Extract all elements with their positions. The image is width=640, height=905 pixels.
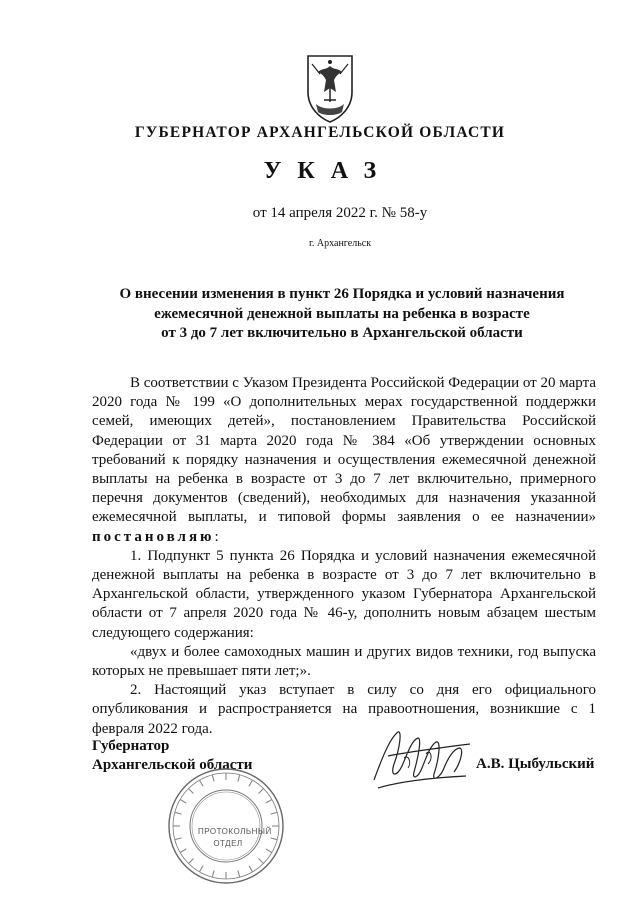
signatory-name: А.В. Цыбульский [476,756,595,772]
position-line-2: Архангельской области [92,757,253,773]
stamp-center-text [198,826,272,850]
quoted-amendment: «двух и более самоходных машин и других видов техники, год выпуска которых не превышает пяти лет;». [92,643,596,680]
subject-line-2: ежемесячной денежной выплаты на ребенка в возрасте [154,305,530,322]
preamble-paragraph [92,374,596,547]
decree-subject [92,285,592,344]
decree-heading: УКАЗ [263,158,393,184]
decree-verb: постановляю [92,528,215,545]
point-2-paragraph: 2. Настоящий указ вступает в силу со дня его официального опубликования и распространяется на правоотношения, возникшие с 1 февраля 2022 года. [92,682,596,737]
subject-line-3: от 3 до 7 лет включительно в Архангельской области [161,325,523,341]
governor-title: ГУБЕРНАТОР АРХАНГЕЛЬСКОЙ ОБЛАСТИ [134,124,506,141]
point-1-paragraph: 1. Подпункт 5 пункта 26 Порядка и условий назначения ежемесячной денежной выплаты на ребенка в возрасте от 3 до 7 лет включительно в Архангельской области, утвержденного указом Губернатора Архангельской области от 7 апреля 2020 года № 46-у, дополнить новым абзацем шестым следующего содержания: [92,547,596,641]
position-line-1: Губернатор [92,738,170,754]
stamp-line-1: ПРОТОКОЛЬНЫЙ [198,827,272,836]
decree-city: г. Архангельск [308,238,372,249]
subject-line-1: О внесении изменения в пункт 26 Порядка и условий назначения [119,286,565,302]
decree-body [92,374,596,739]
stamp-line-2: ОТДЕЛ [213,839,243,848]
decree-date-number: от 14 апреля 2022 г. № 58-у [252,205,428,221]
preamble-text: В соответствии с Указом Президента Российской Федерации от 20 марта 2020 года № 199 «О дополнительных мерах государственной поддержки семей, имеющих детей», постановлением Правительства Российской Федерации от 31 марта 2020 года № 384 «Об утверждении основных требований к порядку назначения и осуществления ежемесячной денежной выплаты на ребенка в возрасте от 3 до 7 лет включительно, примерного перечня документов (сведений), необходимых для назначения указанной ежемесячной выплаты, и типовой формы заявления о ее назначении» [92,375,596,526]
decree-verb-suffix: : [214,528,219,545]
coat-of-arms-emblem [300,52,360,124]
handwritten-signature [368,718,478,798]
